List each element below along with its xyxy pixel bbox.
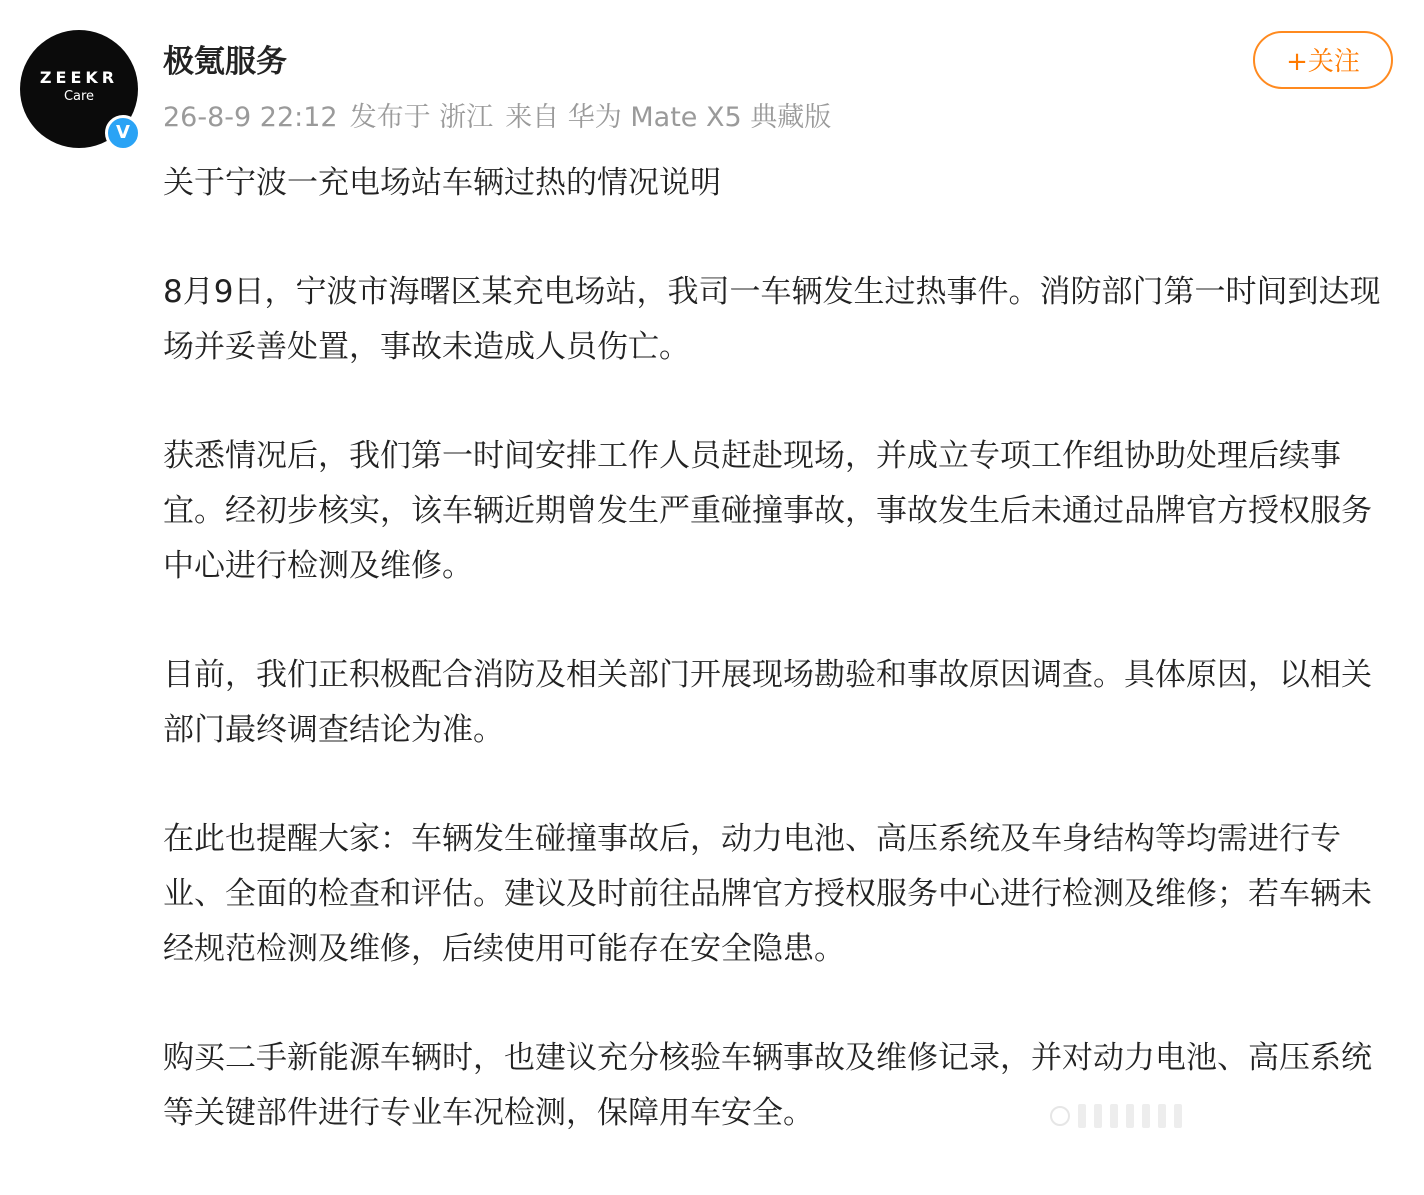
post-location: 发布于 浙江 xyxy=(349,102,494,133)
post-paragraph: 在此也提醒大家：车辆发生碰撞事故后，动力电池、高压系统及车身结构等均需进行专业、全面的检查和评估。建议及时前往品牌官方授权服务中心进行检测及维修；若车辆未经规范检测及维修，后续使用可能存在安全隐患。 xyxy=(163,821,1372,967)
follow-button[interactable]: +关注 xyxy=(1253,31,1393,89)
fade-bar-icon xyxy=(1078,1104,1086,1128)
post-date: 26-8-9 22:12 xyxy=(163,102,338,133)
post-title: 关于宁波一充电场站车辆过热的情况说明 xyxy=(163,165,721,201)
post-paragraph: 目前，我们正积极配合消防及相关部门开展现场勘验和事故原因调查。具体原因，以相关部门最终调查结论为准。 xyxy=(163,657,1372,748)
post-paragraph: 购买二手新能源车辆时，也建议充分核验车辆事故及维修记录，并对动力电池、高压系统等关键部件进行专业车况检测，保障用车安全。 xyxy=(163,1040,1372,1131)
avatar-sub-text: Care xyxy=(63,89,95,104)
fade-bar-icon xyxy=(1142,1104,1150,1128)
fade-bar-icon xyxy=(1094,1104,1102,1128)
author-name[interactable]: 极氪服务 xyxy=(163,44,287,80)
verified-badge-icon: V xyxy=(105,115,141,151)
fade-circle-icon xyxy=(1050,1106,1070,1126)
avatar-brand-text: ZEEKR xyxy=(39,68,119,87)
fade-bar-icon xyxy=(1158,1104,1166,1128)
post-meta xyxy=(163,100,843,136)
post-paragraph: 获悉情况后，我们第一时间安排工作人员赶赴现场，并成立专项工作组协助处理后续事宜。经初步核实，该车辆近期曾发生严重碰撞事故，事故发生后未通过品牌官方授权服务中心进行检测及维修。 xyxy=(163,438,1372,584)
post-content xyxy=(163,156,1398,1195)
fade-bar-icon xyxy=(1174,1104,1182,1128)
fade-bar-icon xyxy=(1110,1104,1118,1128)
fade-decoration xyxy=(1050,1096,1250,1136)
fade-bar-icon xyxy=(1126,1104,1134,1128)
post-paragraph: 8月9日，宁波市海曙区某充电场站，我司一车辆发生过热事件。消防部门第一时间到达现场并妥善处置，事故未造成人员伤亡。 xyxy=(163,274,1381,365)
post-device[interactable]: 来自 华为 Mate X5 典藏版 xyxy=(505,102,832,133)
